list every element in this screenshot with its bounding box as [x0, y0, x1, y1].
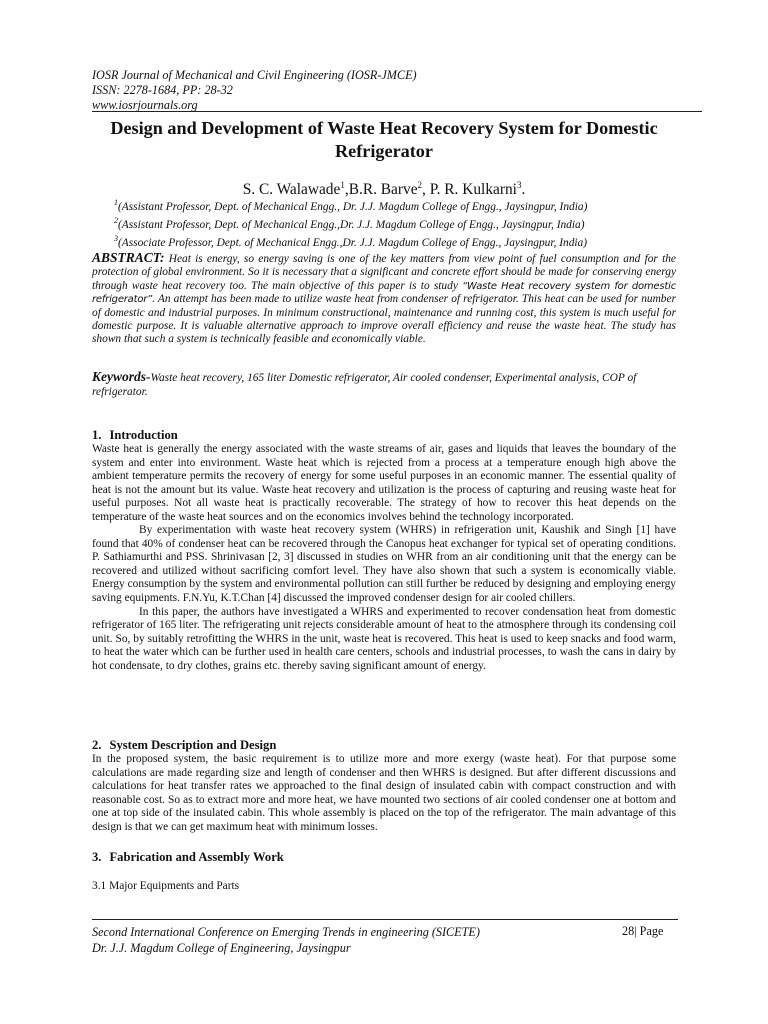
section-title: Introduction [109, 428, 178, 442]
journal-issn: ISSN: 2278-1684, PP: 28-32 [92, 83, 233, 98]
paragraph: In this paper, the authors have investigated a WHRS and experimented to recover condensation heat from domestic refrigerator of 165 liter. The refrigerating unit rejects considerable amount of heat to the atmosphere through its condensing coil unit. So, by suitably retrofitting the WHRS in the unit, waste heat is recovered. This heat is used to keep snacks and food warm, to heat the water which can be further used in health care centers, schools and industrial processes, to wash the cans in dairy by hot condensate, to dry clothes, grains etc. thereby saving significant amount of energy. [92, 605, 676, 672]
affiliation-text: (Assistant Professor, Dept. of Mechanical Engg., Dr. J.J. Magdum College of Engg., Jaysingpur, India) [118, 200, 588, 213]
abstract-text: . An attempt has been made to utilize waste heat from condenser of refrigerator. This heat can be used for number of domestic and industrial purposes. In minimum constructional, maintenance and running cost, this system is much useful for domestic purpose. It is valuable alternative approach to improve overall efficiency and reuse the waste heat. The study has shown that such a system is technically feasible and economically viable. [92, 293, 676, 346]
system-design-body [92, 753, 676, 834]
keywords-label: Keywords- [92, 369, 151, 384]
journal-header [92, 68, 417, 114]
section-title: Fabrication and Assembly Work [109, 850, 284, 864]
abstract [92, 251, 676, 347]
affiliation-text: (Assistant Professor, Dept. of Mechanical Engg.,Dr. J.J. Magdum College of Engg., Jaysingpur, India) [118, 219, 585, 231]
abstract-text: Heat is energy, so energy saving is one of the key matters from view point of fuel consumption and for the protection of global environment. So it is necessary that a significant and concrete effort should be made for conserving energy through waste heat recovery too. The main objective of this paper is to study [92, 253, 676, 292]
subsection-heading: 3.1 Major Equipments and Parts [92, 880, 240, 892]
affiliation-list [114, 196, 587, 251]
paragraph: In the proposed system, the basic requirement is to utilize more and more exergy (waste heat). For that purpose some calculations are made regarding size and length of condenser and then WHRS is designed. But after different discussions and calculations for heat transfer rates we approached to the final design of insulated cabin with compact construction and with reasonable cost. So as to extract more and more heat, we have mounted two sections of air cooled condenser one at bottom and one at top side of the insulated cabin. This whole assembly is placed on the top of the refrigerator. The main advantage of this design is that we can get maximum heat with minimum losses. [92, 753, 676, 833]
section-heading-system-design [92, 738, 276, 753]
author-name: B.R. Barve [348, 181, 418, 199]
affiliation [114, 214, 587, 232]
introduction-body [92, 443, 676, 673]
affiliation-sup: 3 [114, 234, 118, 244]
author-name: S. C. Walawade [242, 181, 341, 199]
section-heading-introduction [92, 428, 178, 443]
affiliation [114, 232, 587, 250]
author-sep: , [344, 181, 349, 199]
author-name: P. R. Kulkarni [429, 181, 517, 199]
section-heading-fabrication [92, 850, 284, 865]
paragraph: Waste heat is generally the energy associated with the waste streams of air, gases and liquids that leaves the boundary of the system and enter into environment. Waste heat which is rejected from a process at a temperature enough high above the ambient temperature permits the recovery of energy for some useful purposes in an economic manner. The essential quality of heat is not the amount but its value. Waste heat recovery and utilization is the process of capturing and reusing waste heat for useful purposes. Not all waste heat is practically recoverable. The strategy of how to recover this heat depends on the temperature of the waste heat sources and on the economics involves behind the technology incorporated. [92, 443, 676, 523]
footer-conference: Second International Conference on Emerging Trends in engineering (SICETE) [92, 925, 480, 939]
page-number: 28| Page [622, 924, 664, 938]
author-sup: 3 [516, 180, 522, 190]
affiliation-text: (Associate Professor, Dept. of Mechanical Engg.,Dr. J.J. Magdum College of Engg., Jaysingpur, India) [118, 237, 588, 250]
author-sup: 1 [340, 180, 345, 190]
paper-title: Design and Development of Waste Heat Recovery System for Domestic Refrigerator [110, 118, 658, 161]
author-sup: 2 [417, 180, 423, 190]
keywords [92, 370, 676, 399]
journal-url[interactable]: www.iosrjournals.org [92, 98, 198, 113]
keywords-text: Waste heat recovery, 165 liter Domestic refrigerator, Air cooled condenser, Experimental analysis, COP of refrigerator. [92, 372, 637, 398]
abstract-label: ABSTRACT: [92, 250, 165, 265]
page-footer [92, 924, 480, 956]
affiliation [114, 196, 587, 214]
affiliation-sup: 2 [114, 216, 118, 226]
abstract-quoted-title: “Waste Heat recovery system for domestic refrigerator” [92, 280, 676, 306]
footer-college: Dr. J.J. Magdum College of Engineering, Jaysingpur [92, 941, 351, 955]
author-sep: , [422, 181, 430, 199]
section-number: 3. [92, 850, 102, 864]
section-number: 1. [92, 428, 102, 442]
author-sep: . [521, 181, 526, 199]
affiliation-sup: 1 [114, 198, 118, 207]
section-number: 2. [92, 738, 102, 752]
journal-name: IOSR Journal of Mechanical and Civil Engineering (IOSR-JMCE) [92, 68, 417, 82]
footer-rule [92, 919, 678, 920]
header-rule [92, 111, 702, 112]
section-title: System Description and Design [109, 738, 277, 752]
paragraph: By experimentation with waste heat recovery system (WHRS) in refrigeration unit, Kaushik and Singh [1] have found that 40% of condenser heat can be recovered through the Canopus heat exchanger for typical set of operating conditions. P. Sathiamurthi and PSS. Shrinivasan [2, 3] discussed in studies on WHR from an air conditioning unit that the energy can be recovered and utilized without sacrificing comfort level. They have also shown that such a system is economically viable. Energy consumption by the system and environmental pollution can still further be reduced by designing and employing energy saving equipments. F.N.Yu, K.T.Chan [4] discussed the improved condenser design for air cooled chillers. [92, 524, 676, 605]
